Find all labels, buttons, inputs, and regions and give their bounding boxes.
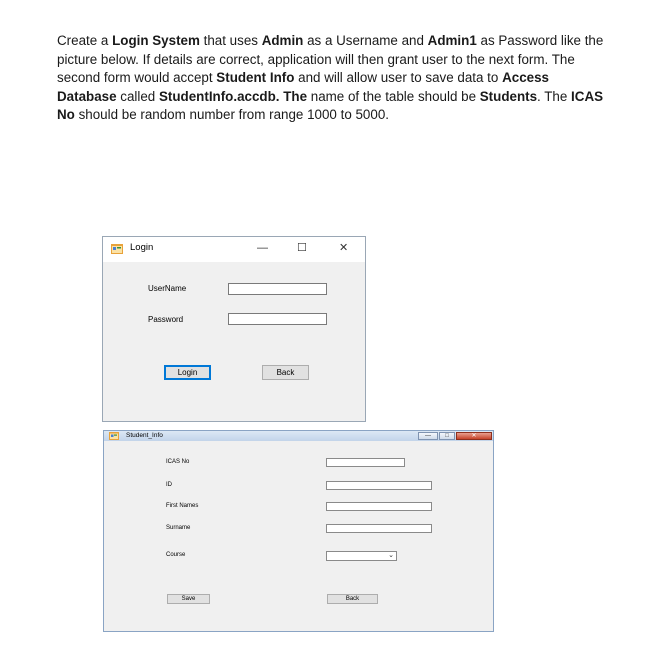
text-run-bold: Admin <box>261 33 304 48</box>
chevron-down-icon: ⌄ <box>388 552 394 559</box>
id-label: ID <box>166 482 172 488</box>
text-run-bold: Students <box>479 88 538 104</box>
course-dropdown[interactable] <box>326 551 397 561</box>
student-info-titlebar[interactable] <box>104 431 493 441</box>
close-button[interactable]: ✕ <box>339 242 349 254</box>
surname-label: Surname <box>166 525 191 531</box>
text-run-bold: Student Info <box>216 70 295 86</box>
text-run-bold: ICAS No <box>57 88 604 123</box>
login-window-title: Login <box>130 242 154 253</box>
app-form-icon <box>111 244 123 254</box>
student-info-window-title: Student_Info <box>126 432 163 439</box>
text-run-bold: Login System <box>112 33 200 48</box>
text-run: Create a <box>57 33 113 48</box>
login-button[interactable]: Login <box>164 365 211 380</box>
minimize-button[interactable]: — <box>257 242 268 254</box>
course-label: Course <box>166 552 186 558</box>
text-run: should be random number from range 1000 to 5000. <box>74 107 389 123</box>
text-run: and will allow user to save data to <box>294 70 503 86</box>
text-run: . The <box>537 88 572 104</box>
username-label: UserName <box>148 284 187 293</box>
id-input[interactable] <box>326 481 432 490</box>
close-button[interactable]: ✕ <box>456 432 492 440</box>
maximize-button[interactable]: □ <box>439 432 455 440</box>
password-input[interactable] <box>228 313 327 325</box>
minimize-button[interactable]: — <box>418 432 438 440</box>
text-run: name of the table should be <box>307 88 480 104</box>
text-run-bold: StudentInfo.accdb. The <box>158 88 308 104</box>
icas-no-label: ICAS No <box>166 459 190 465</box>
text-run: that uses <box>199 33 262 48</box>
login-window <box>102 236 366 422</box>
instructions-paragraph <box>57 32 607 125</box>
back-button[interactable]: Back <box>262 365 309 380</box>
maximize-button[interactable]: ☐ <box>297 242 307 254</box>
first-names-label: First Names <box>166 503 199 509</box>
icas-no-field[interactable] <box>326 458 405 467</box>
back-button[interactable]: Back <box>327 594 378 604</box>
save-button[interactable]: Save <box>167 594 210 604</box>
student-info-window <box>103 430 494 632</box>
text-run-bold: Admin1 <box>427 33 477 48</box>
username-input[interactable] <box>228 283 327 295</box>
app-form-icon <box>109 432 119 440</box>
login-titlebar[interactable] <box>103 237 365 262</box>
text-run: as Password like the picture below. If details are correct, application will then grant user to the next form. The second form would accept <box>57 33 604 86</box>
surname-input[interactable] <box>326 524 432 533</box>
password-label: Password <box>148 315 184 324</box>
text-run: called <box>116 88 159 104</box>
text-run: as a Username and <box>303 33 428 48</box>
text-run-bold: Access Database <box>57 70 549 104</box>
first-names-input[interactable] <box>326 502 432 511</box>
